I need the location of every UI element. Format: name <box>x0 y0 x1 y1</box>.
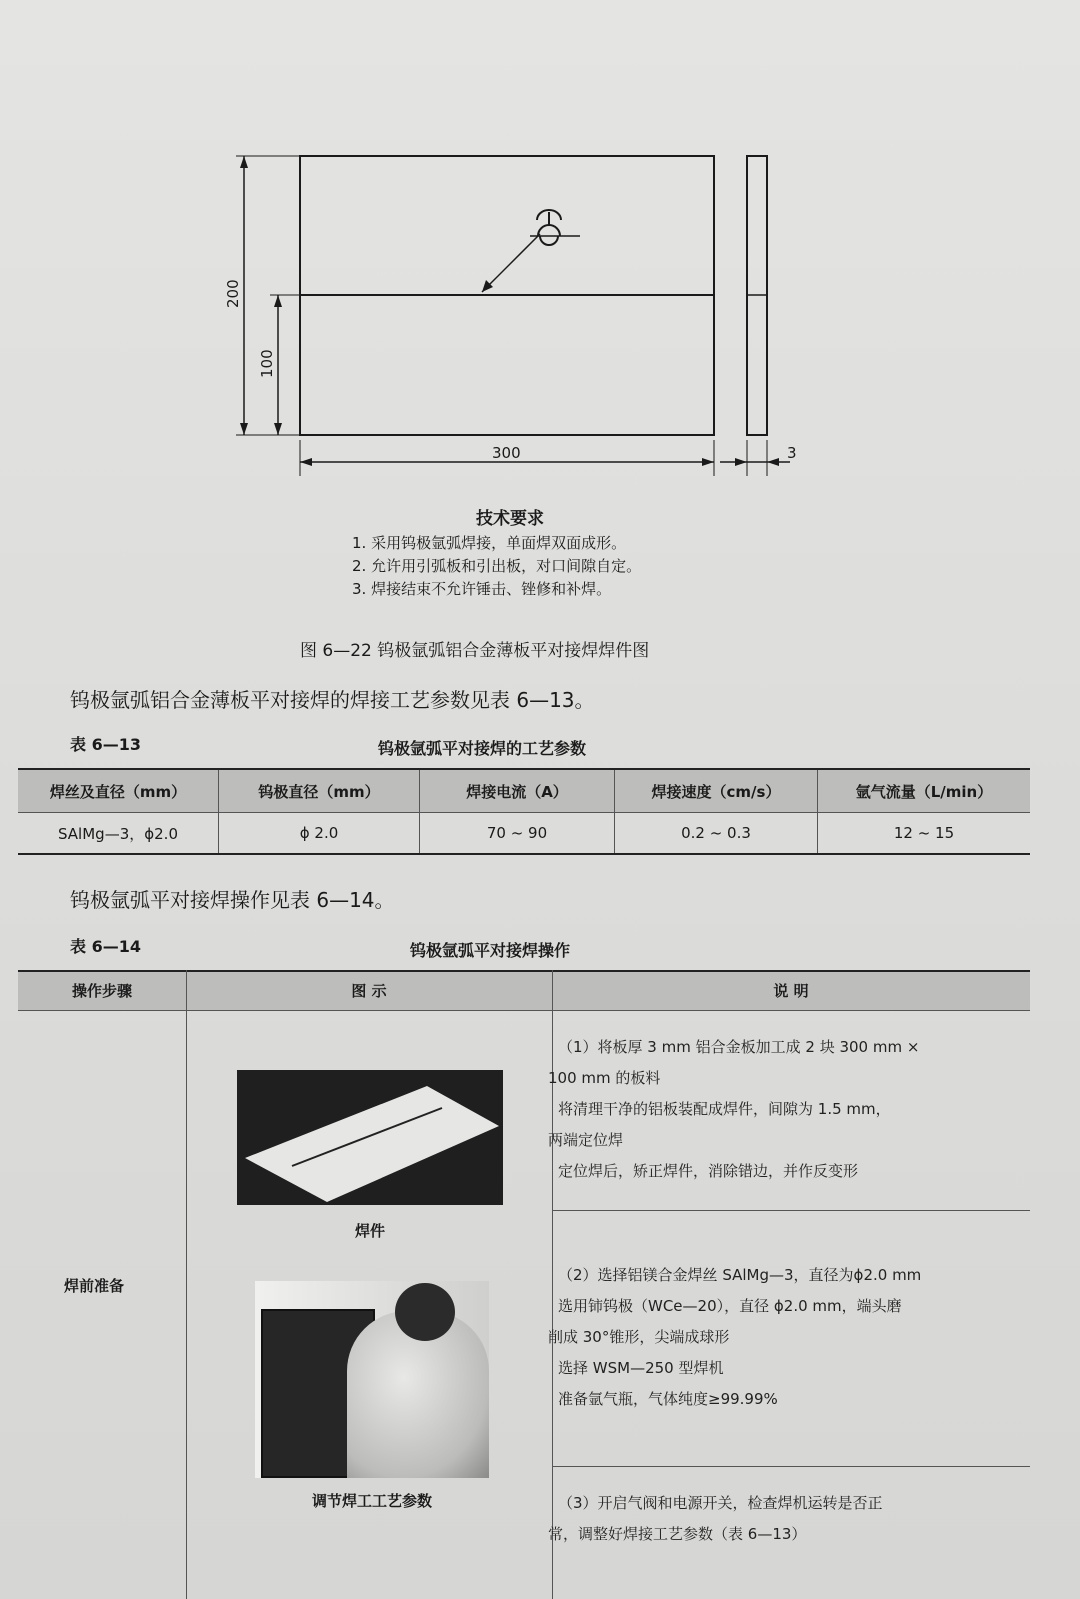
table-header-row <box>18 970 1030 1011</box>
table-6-13 <box>18 768 1030 855</box>
description-step-3: （3）开启气阀和电源开关，检查焊机运转是否正 常，调整好焊接工艺参数（表 6—13） <box>548 1494 883 1543</box>
description-step-2: （2）选择铝镁合金焊丝 SAlMg—3，直径为ϕ2.0 mm 选用铈钨极（WCe—20），直径 ϕ2.0 mm，端头磨 削成 30°锥形，尖端成球形 选择 WSM—250 型焊机 准备氩气瓶，气体纯度≥99.99% <box>548 1266 922 1408</box>
dim-200: 200 <box>224 279 242 308</box>
header-tungsten: 钨极直径（mm） <box>219 769 420 813</box>
header-figure: 图 示 <box>351 982 387 1000</box>
dim-100: 100 <box>258 349 276 378</box>
step-pre-weld-prep: 焊前准备 <box>64 1277 125 1295</box>
dim-3: 3 <box>787 444 797 462</box>
table-14-number: 表 6—14 <box>70 937 141 956</box>
header-description: 说 明 <box>773 982 809 1000</box>
requirement-3: 3. 焊接结束不允许锤击、锉修和补焊。 <box>352 580 612 598</box>
table-14-title: 钨极氩弧平对接焊操作 <box>410 941 571 960</box>
cell-speed: 0.2 ~ 0.3 <box>615 813 818 855</box>
workpiece-photo <box>237 1070 503 1205</box>
table-row <box>18 813 1030 855</box>
requirement-2: 2. 允许用引弧板和引出板，对口间隙自定。 <box>352 557 642 575</box>
header-current: 焊接电流（A） <box>420 769 615 813</box>
header-wire: 焊丝及直径（mm） <box>18 769 219 813</box>
header-step: 操作步骤 <box>71 982 132 1000</box>
header-argon-flow: 氩气流量（L/min） <box>818 769 1031 813</box>
weld-symbol-leader <box>482 234 540 292</box>
figure-label-adjust: 调节焊工工艺参数 <box>311 1492 432 1510</box>
table-header-row <box>18 769 1030 813</box>
paragraph-1: 钨极氩弧铝合金薄板平对接焊的焊接工艺参数见表 6—13。 <box>70 688 595 712</box>
figure-caption: 图 6—22 钨极氩弧铝合金薄板平对接焊焊件图 <box>300 641 650 661</box>
table-13-title: 钨极氩弧平对接焊的工艺参数 <box>378 739 587 758</box>
weldment-drawing <box>200 140 820 480</box>
table-6-14 <box>18 970 1030 1599</box>
cell-current: 70 ~ 90 <box>420 813 615 855</box>
adjust-parameters-photo <box>255 1281 489 1478</box>
cell-tungsten: ϕ 2.0 <box>219 813 420 855</box>
paragraph-2: 钨极氩弧平对接焊操作见表 6—14。 <box>70 888 395 912</box>
weld-symbol-icon <box>538 225 560 236</box>
cell-wire: SAlMg—3，ϕ2.0 <box>18 813 219 855</box>
requirement-1: 1. 采用钨极氩弧焊接，单面焊双面成形。 <box>352 534 627 552</box>
cell-argon-flow: 12 ~ 15 <box>818 813 1031 855</box>
tech-requirements-title: 技术要求 <box>476 509 544 529</box>
description-step-1: （1）将板厚 3 mm 铝合金板加工成 2 块 300 mm × 100 mm 的板料 将清理干净的铝板装配成焊件，间隙为 1.5 mm， 两端定位焊 定位焊后，矫正焊件，消除错边，并作反变形 <box>548 1038 920 1180</box>
figure-label-workpiece: 焊件 <box>354 1222 385 1240</box>
dim-300: 300 <box>492 444 521 462</box>
table-13-number: 表 6—13 <box>70 735 141 754</box>
header-speed: 焊接速度（cm/s） <box>615 769 818 813</box>
